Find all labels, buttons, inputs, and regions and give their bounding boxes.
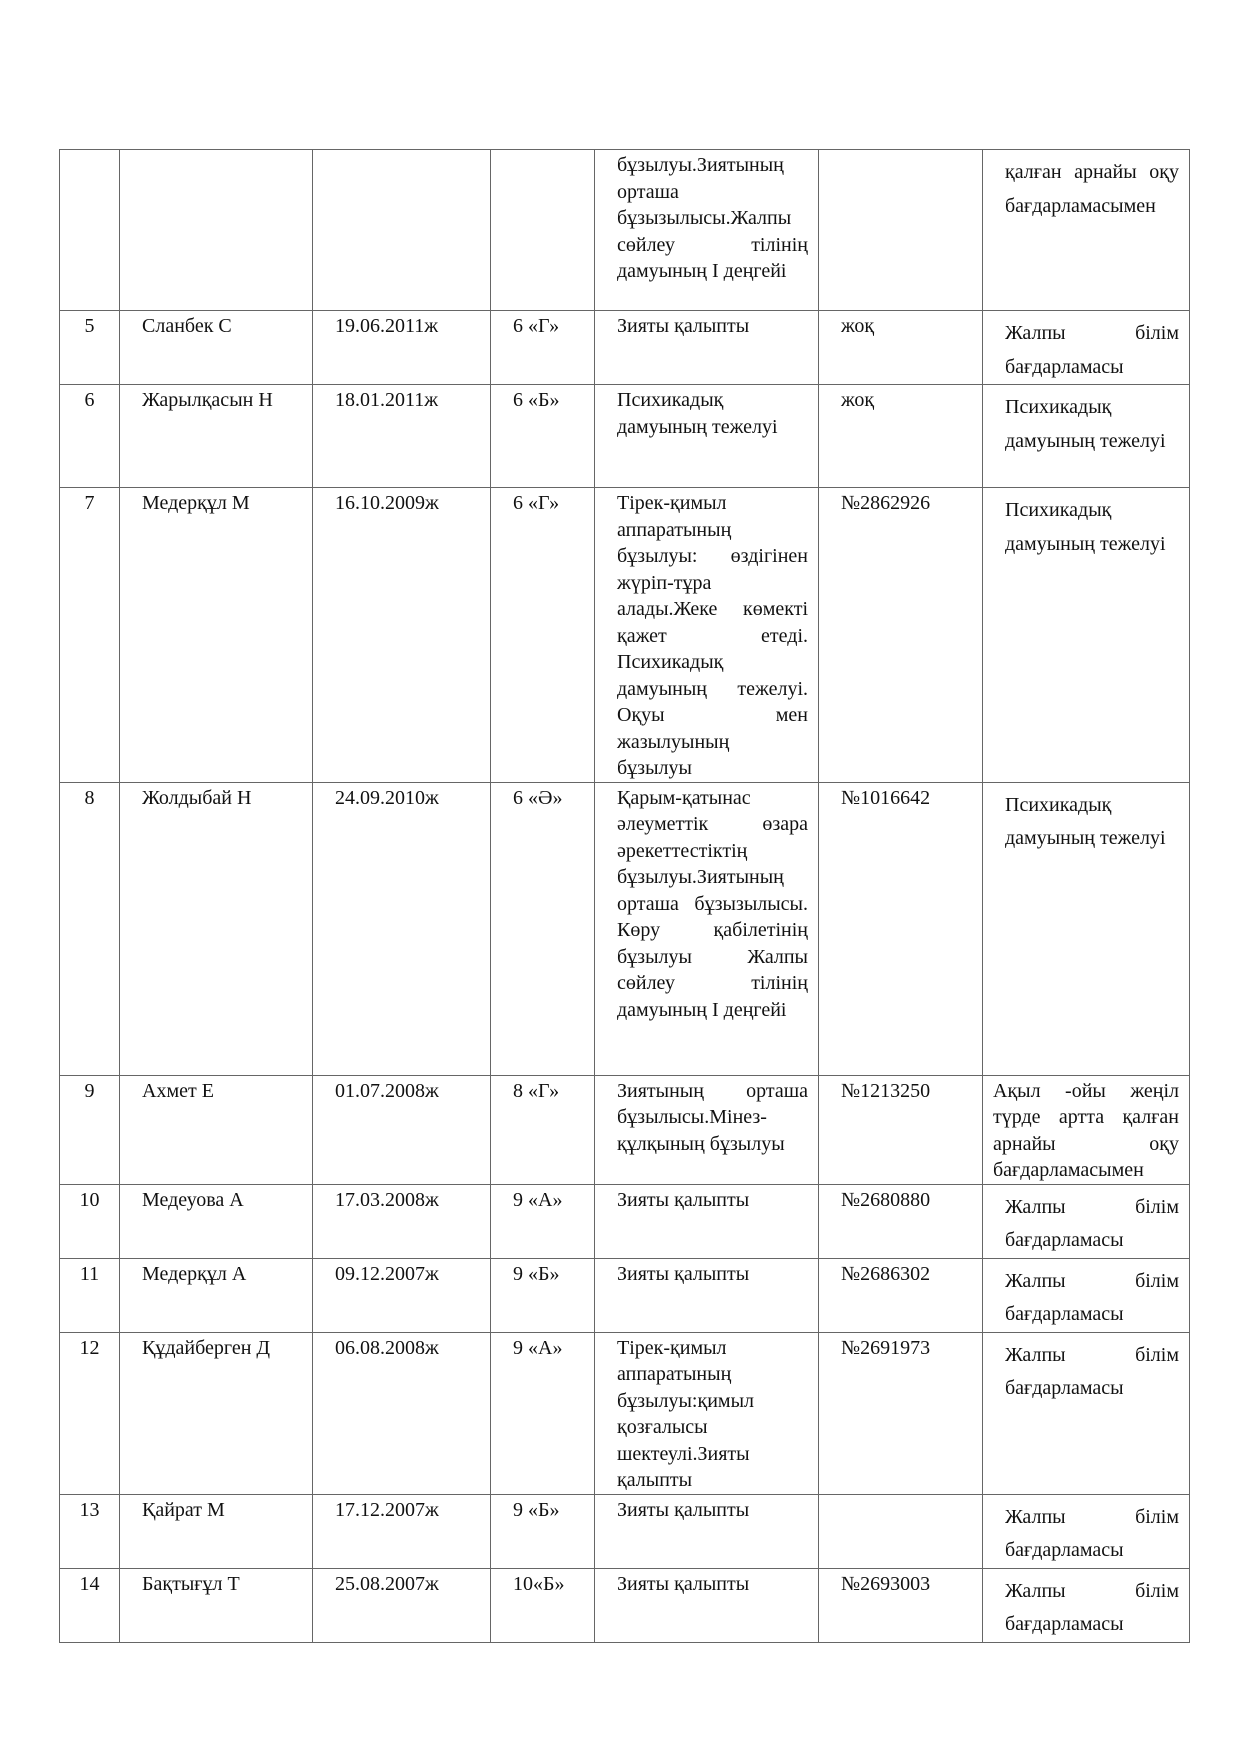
education-program-cell: Жалпы білім бағдарламасы <box>983 1332 1190 1494</box>
student-name-cell: Жарылқасын Н <box>120 385 313 488</box>
class-cell: 6 «Б» <box>491 385 595 488</box>
row-number-cell: 13 <box>60 1494 120 1568</box>
table-row <box>60 1568 1190 1642</box>
table-row <box>60 1258 1190 1332</box>
diagnosis-cell: Зияты қалыпты <box>595 1568 819 1642</box>
birth-date-cell: 18.01.2011ж <box>313 385 491 488</box>
class-cell: 8 «Г» <box>491 1075 595 1184</box>
certificate-number-cell: №1016642 <box>819 782 983 1075</box>
certificate-number-cell: жоқ <box>819 311 983 385</box>
class-cell: 10«Б» <box>491 1568 595 1642</box>
education-program-cell: Жалпы білім бағдарламасы <box>983 1184 1190 1258</box>
student-name-cell: Ахмет Е <box>120 1075 313 1184</box>
diagnosis-cell: Зияты қалыпты <box>595 311 819 385</box>
class-cell: 9 «Б» <box>491 1494 595 1568</box>
table-row <box>60 782 1190 1075</box>
row-number-cell: 9 <box>60 1075 120 1184</box>
row-number-cell: 12 <box>60 1332 120 1494</box>
student-name-cell: Медерқұл М <box>120 488 313 783</box>
table-row <box>60 1494 1190 1568</box>
certificate-number-cell: №2693003 <box>819 1568 983 1642</box>
education-program-cell: Психикадық дамуының тежелуі <box>983 385 1190 488</box>
row-number-cell: 5 <box>60 311 120 385</box>
row-number-cell: 10 <box>60 1184 120 1258</box>
birth-date-cell: 24.09.2010ж <box>313 782 491 1075</box>
diagnosis-cell: Зиятының орташа бұзылысы.Мінез-құлқының бұзылуы <box>595 1075 819 1184</box>
birth-date-cell: 19.06.2011ж <box>313 311 491 385</box>
certificate-number-cell: №2680880 <box>819 1184 983 1258</box>
table-row <box>60 385 1190 488</box>
education-program-cell: Жалпы білім бағдарламасы <box>983 1494 1190 1568</box>
certificate-number-cell: №1213250 <box>819 1075 983 1184</box>
birth-date-cell <box>313 150 491 311</box>
row-number-cell: 14 <box>60 1568 120 1642</box>
class-cell: 6 «Г» <box>491 488 595 783</box>
certificate-number-cell: жоқ <box>819 385 983 488</box>
row-number-cell: 7 <box>60 488 120 783</box>
row-number-cell: 8 <box>60 782 120 1075</box>
birth-date-cell: 25.08.2007ж <box>313 1568 491 1642</box>
student-name-cell: Медерқұл А <box>120 1258 313 1332</box>
row-number-cell <box>60 150 120 311</box>
student-name-cell: Бақтығұл Т <box>120 1568 313 1642</box>
birth-date-cell: 01.07.2008ж <box>313 1075 491 1184</box>
class-cell <box>491 150 595 311</box>
diagnosis-cell: Зияты қалыпты <box>595 1494 819 1568</box>
birth-date-cell: 16.10.2009ж <box>313 488 491 783</box>
row-number-cell: 11 <box>60 1258 120 1332</box>
table-row <box>60 311 1190 385</box>
diagnosis-cell: бұзылуы.Зиятының орташа бұзызылысы.Жалпы сөйлеу тілінің дамуының І деңгейі <box>595 150 819 311</box>
class-cell: 9 «А» <box>491 1332 595 1494</box>
row-number-cell: 6 <box>60 385 120 488</box>
certificate-number-cell: №2862926 <box>819 488 983 783</box>
birth-date-cell: 06.08.2008ж <box>313 1332 491 1494</box>
diagnosis-cell: Зияты қалыпты <box>595 1258 819 1332</box>
student-name-cell: Қайрат М <box>120 1494 313 1568</box>
class-cell: 6 «Г» <box>491 311 595 385</box>
table-row <box>60 1184 1190 1258</box>
class-cell: 9 «А» <box>491 1184 595 1258</box>
table-row <box>60 150 1190 311</box>
education-program-cell: Психикадық дамуының тежелуі <box>983 488 1190 783</box>
table-row <box>60 1075 1190 1184</box>
education-program-cell: Психикадық дамуының тежелуі <box>983 782 1190 1075</box>
students-table <box>59 149 1190 1643</box>
certificate-number-cell: №2686302 <box>819 1258 983 1332</box>
certificate-number-cell <box>819 150 983 311</box>
diagnosis-cell: Тірек-қимыл аппаратының бұзылуы: өздігінен жүріп-тұра алады.Жеке көмекті қажет етеді. Психикадық дамуының тежелуі. Оқуы мен жазылуының бұзылуы <box>595 488 819 783</box>
birth-date-cell: 09.12.2007ж <box>313 1258 491 1332</box>
education-program-cell: қалған арнайы оқу бағдарламасымен <box>983 150 1190 311</box>
education-program-cell: Жалпы білім бағдарламасы <box>983 1568 1190 1642</box>
class-cell: 6 «Ә» <box>491 782 595 1075</box>
diagnosis-cell: Қарым-қатынас әлеуметтік өзара әрекеттестіктің бұзылуы.Зиятының орташа бұзызылысы. Көру қабілетінің бұзылуы Жалпы сөйлеу тілінің дамуының І деңгейі <box>595 782 819 1075</box>
diagnosis-cell: Психикадық дамуының тежелуі <box>595 385 819 488</box>
table-row <box>60 1332 1190 1494</box>
table-row <box>60 488 1190 783</box>
diagnosis-cell: Тірек-қимыл аппаратының бұзылуы:қимыл қозғалысы шектеулі.Зияты қалыпты <box>595 1332 819 1494</box>
student-name-cell: Жолдыбай Н <box>120 782 313 1075</box>
education-program-cell: Ақыл -ойы жеңіл түрде артта қалған арнайы оқу бағдарламасымен <box>983 1075 1190 1184</box>
diagnosis-cell: Зияты қалыпты <box>595 1184 819 1258</box>
certificate-number-cell: №2691973 <box>819 1332 983 1494</box>
class-cell: 9 «Б» <box>491 1258 595 1332</box>
birth-date-cell: 17.12.2007ж <box>313 1494 491 1568</box>
student-name-cell <box>120 150 313 311</box>
education-program-cell: Жалпы білім бағдарламасы <box>983 1258 1190 1332</box>
education-program-cell: Жалпы білім бағдарламасы <box>983 311 1190 385</box>
certificate-number-cell <box>819 1494 983 1568</box>
student-name-cell: Сланбек С <box>120 311 313 385</box>
student-name-cell: Медеуова А <box>120 1184 313 1258</box>
birth-date-cell: 17.03.2008ж <box>313 1184 491 1258</box>
student-name-cell: Құдайберген Д <box>120 1332 313 1494</box>
